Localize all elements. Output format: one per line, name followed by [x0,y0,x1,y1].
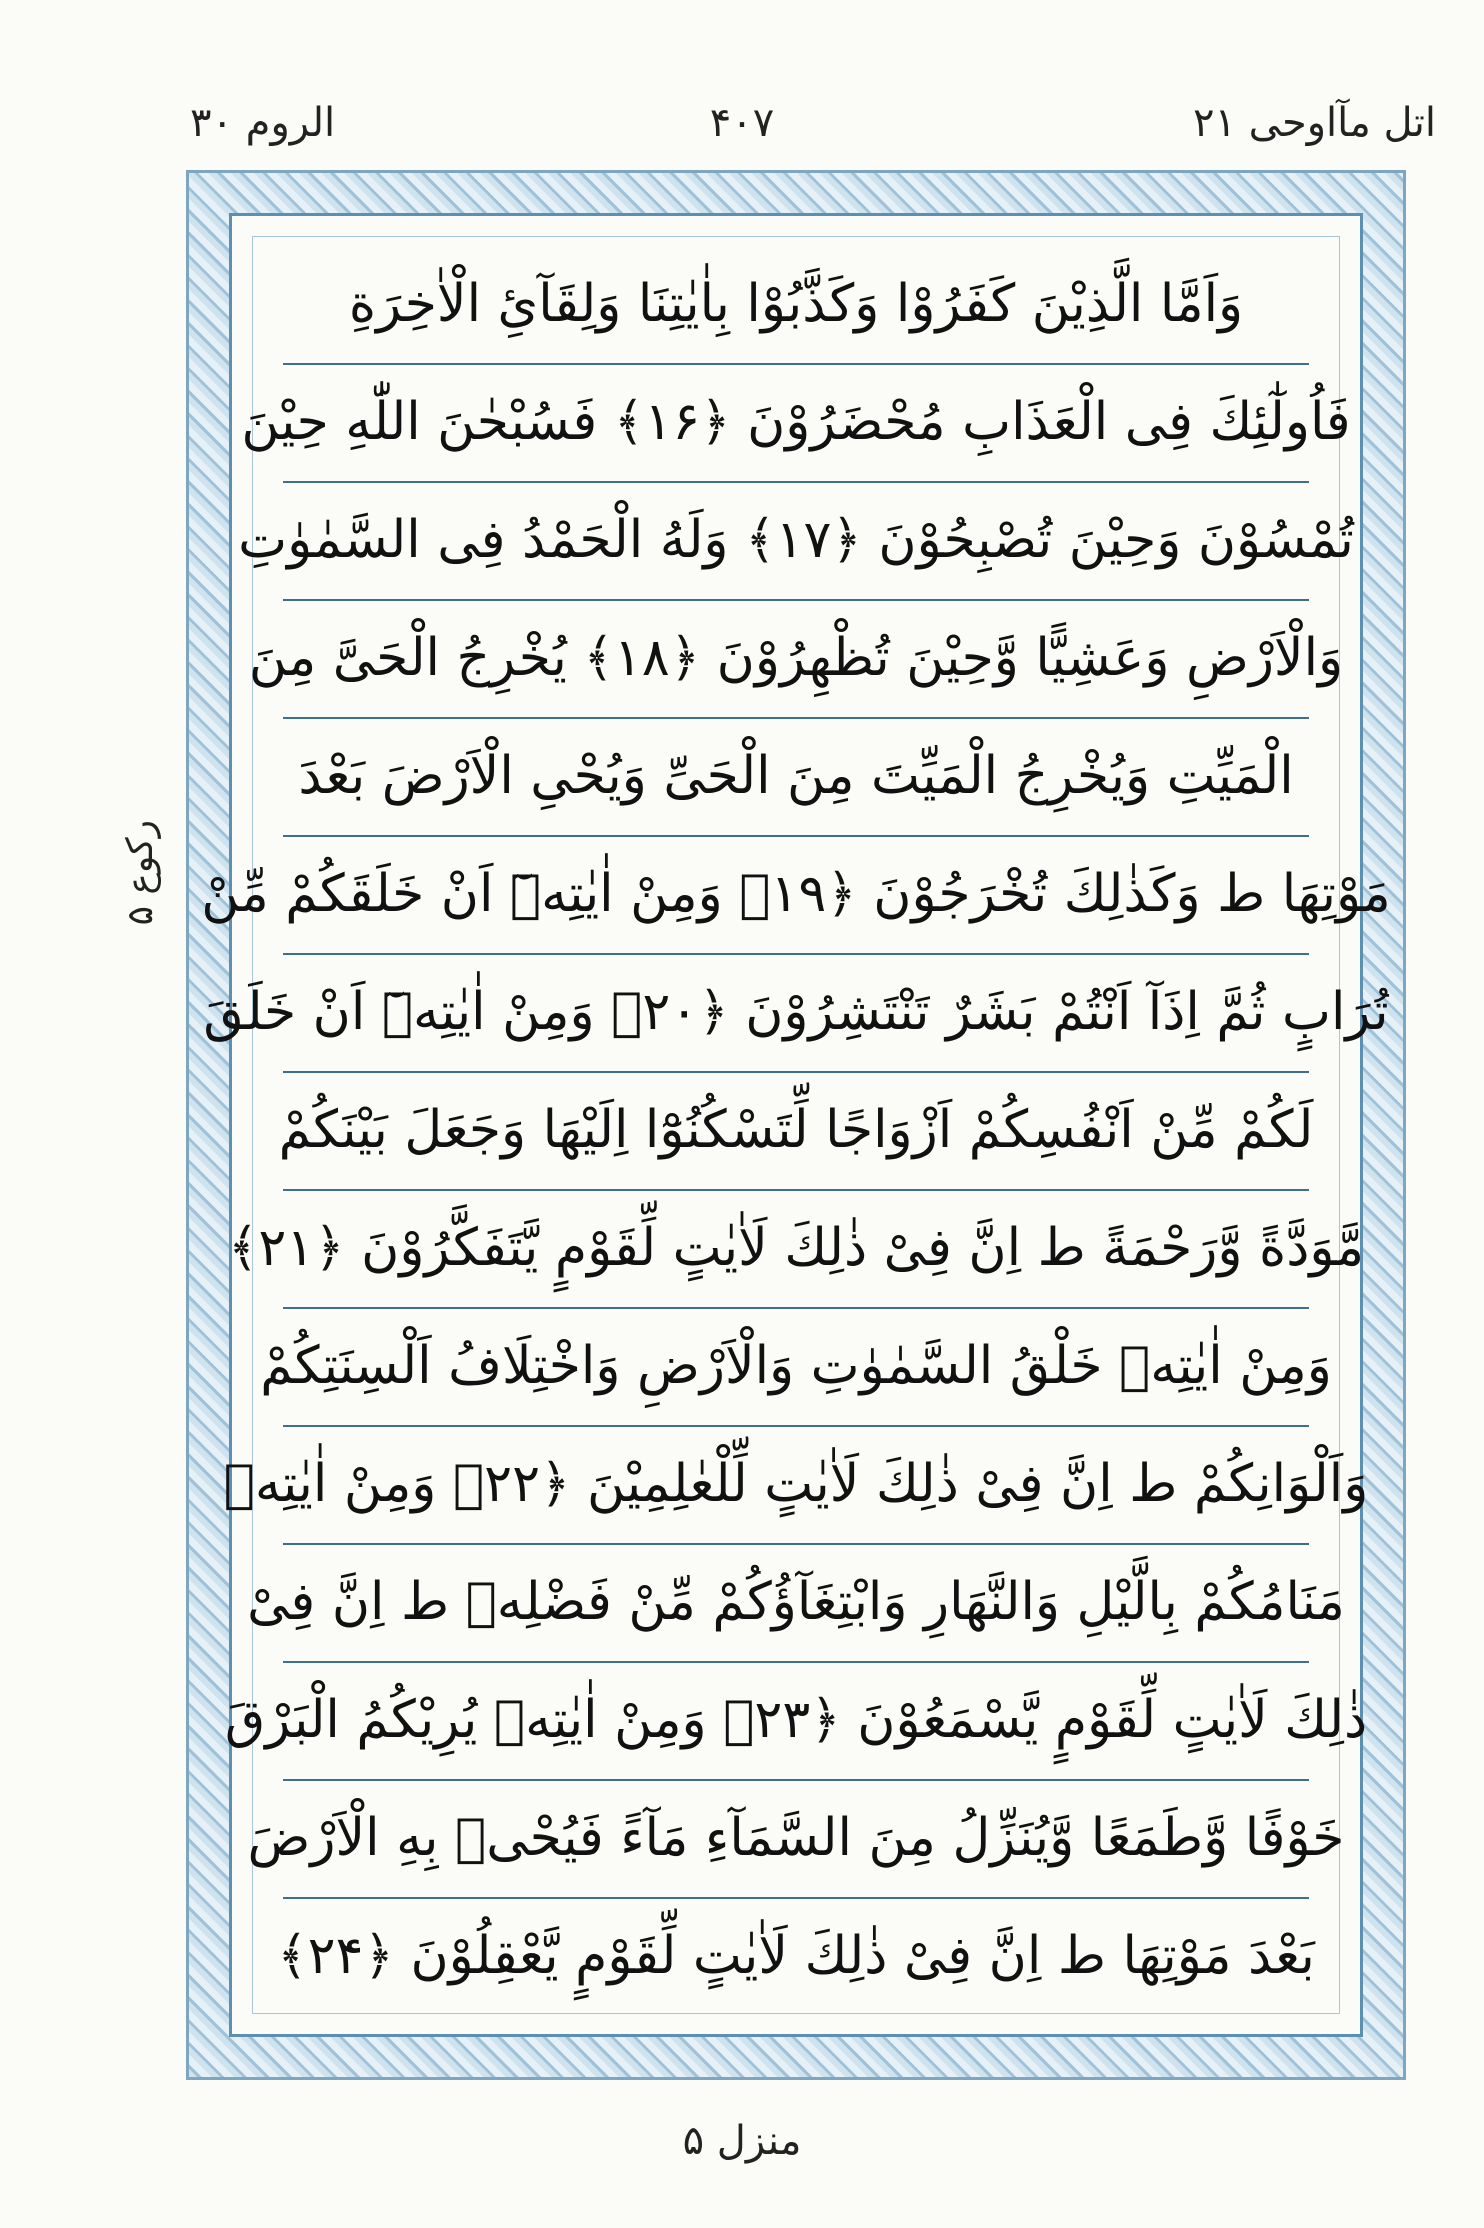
verse-line: بَعْدَ مَوْتِهَا ط اِنَّ فِىْ ذٰلِكَ لَاٰيٰتٍ لِّقَوْمٍ يَّعْقِلُوْنَ ﴿۲۴﴾ [277,1926,1315,1986]
verse-line: ذٰلِكَ لَاٰيٰتٍ لِّقَوْمٍ يَّسْمَعُوْنَ ﴿۲۳﴾ وَمِنْ اٰيٰتِهٖ يُرِيْكُمُ الْبَرْقَ [283,1661,1309,1781]
verse-line: تُرَابٍ ثُمَّ اِذَآ اَنْتُمْ بَشَرٌ تَنْتَشِرُوْنَ ﴿۲۰﴾ وَمِنْ اٰيٰتِهٖٓ اَنْ خَلَقَ [283,953,1309,1073]
verse-line: وَاَمَّا الَّذِيْنَ كَفَرُوْا وَكَذَّبُوْا بِاٰيٰتِنَا وَلِقَآئِ الْاٰخِرَةِ [283,245,1309,365]
page-header [0,0,1484,170]
verse-line: مَّوَدَّةً وَّرَحْمَةً ط اِنَّ فِىْ ذٰلِكَ لَاٰيٰتٍ لِّقَوْمٍ يَّتَفَكَّرُوْنَ ﴿۲۱﴾ [283,1189,1309,1309]
verse-line: خَوْفًا وَّطَمَعًا وَّيُنَزِّلُ مِنَ السَّمَآءِ مَآءً فَيُحْىٖ بِهِ الْاَرْضَ [283,1779,1309,1899]
ornamental-border [186,170,1406,2080]
verse-line: وَالْاَرْضِ وَعَشِيًّا وَّحِيْنَ تُظْهِرُوْنَ ﴿۱۸﴾ يُخْرِجُ الْحَىَّ مِنَ [283,599,1309,719]
verse-line: لَكُمْ مِّنْ اَنْفُسِكُمْ اَزْوَاجًا لِّتَسْكُنُوْٓا اِلَيْهَا وَجَعَلَ بَيْنَكُمْ [283,1071,1309,1191]
surah-title: الروم ۳۰ [190,100,336,146]
verse-line: مَوْتِهَا ط وَكَذٰلِكَ تُخْرَجُوْنَ ﴿۱۹﴾ وَمِنْ اٰيٰتِهٖٓ اَنْ خَلَقَكُمْ مِّنْ [283,835,1309,955]
ruku-marker: رکوع ۵ [120,820,161,926]
verse-line: مَنَامُكُمْ بِالَّيْلِ وَالنَّهَارِ وَابْتِغَآؤُكُمْ مِّنْ فَضْلِهٖ ط اِنَّ فِىْ [283,1543,1309,1663]
verse-line: وَاَلْوَانِكُمْ ط اِنَّ فِىْ ذٰلِكَ لَاٰيٰتٍ لِّلْعٰلِمِيْنَ ﴿۲۲﴾ وَمِنْ اٰيٰتِهٖ [283,1425,1309,1545]
verse-line: وَمِنْ اٰيٰتِهٖ خَلْقُ السَّمٰوٰتِ وَالْاَرْضِ وَاخْتِلَافُ اَلْسِنَتِكُمْ [283,1307,1309,1427]
text-frame [201,213,1391,2037]
verse-line: فَاُولٰٓئِكَ فِى الْعَذَابِ مُحْضَرُوْنَ ﴿۱۶﴾ فَسُبْحٰنَ اللّٰهِ حِيْنَ [283,363,1309,483]
manzil-footer: منزل ۵ [682,2118,802,2164]
verse-line: تُمْسُوْنَ وَحِيْنَ تُصْبِحُوْنَ ﴿۱۷﴾ وَلَهُ الْحَمْدُ فِى السَّمٰوٰتِ [283,481,1309,601]
juz-title: اتل مآاوحی ۲۱ [1192,100,1436,146]
verse-line: الْمَيِّتِ وَيُخْرِجُ الْمَيِّتَ مِنَ الْحَىِّ وَيُحْىِ الْاَرْضَ بَعْدَ [283,717,1309,837]
text-panel [201,236,1391,2014]
page-number: ۴۰۷ [709,100,775,146]
